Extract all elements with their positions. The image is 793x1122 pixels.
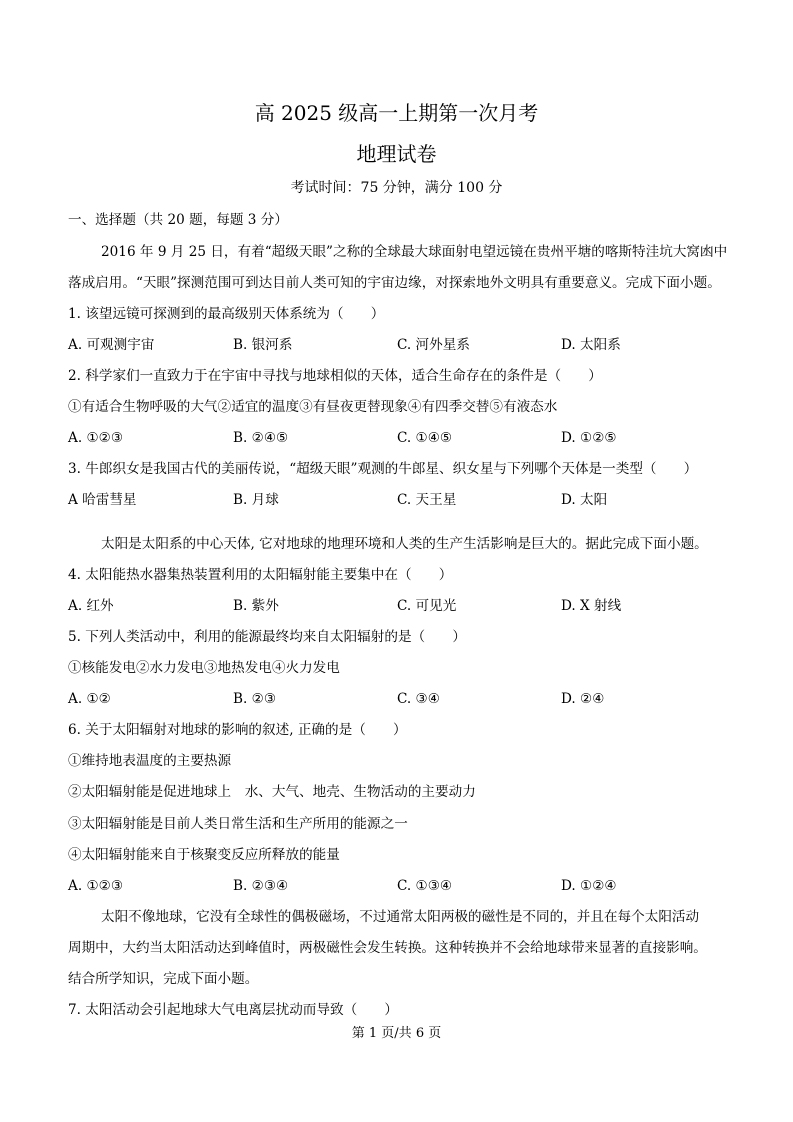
q2-options <box>68 429 728 447</box>
q1-option-c[interactable]: C. 河外星系 <box>397 337 470 353</box>
q6-option-b[interactable]: B. ②③④ <box>233 878 289 894</box>
q1-option-b[interactable]: B. 银河系 <box>233 337 293 353</box>
q5-stem: 5. 下列人类活动中，利用的能源最终均来自太阳辐射的是（ ） <box>68 629 466 645</box>
exam-title: 高 2025 级高一上期第一次月考 <box>254 101 539 125</box>
q2-stem: 2. 科学家们一直致力于在宇宙中寻找与地球相似的天体，适合生命存在的条件是（ ） <box>68 368 602 384</box>
q3-option-d[interactable]: D. 太阳 <box>561 492 608 508</box>
passage2: 太阳是太阳系的中心天体, 它对地球的地理环境和人类的生产生活影响是巨大的。据此完成下面小题。 <box>101 536 708 552</box>
q6-stem: 6. 关于太阳辐射对地球的影响的叙述, 正确的是（ ） <box>68 722 407 738</box>
q3-option-b[interactable]: B. 月球 <box>233 492 279 508</box>
page-footer: 第 1 页/共 6 页 <box>351 1026 442 1041</box>
q3-options <box>68 491 728 509</box>
q2-option-c[interactable]: C. ①④⑤ <box>397 430 453 446</box>
q4-option-b[interactable]: B. 紫外 <box>233 598 279 614</box>
passage3-line2: 周期中，大约当太阳活动达到峰值时，两极磁性会发生转换。这种转换并不会给地球带来显著的直接影响。 <box>68 940 707 956</box>
q4-option-d[interactable]: D. X 射线 <box>561 598 622 614</box>
q6-item-1: ①维持地表温度的主要热源 <box>68 753 232 769</box>
q6-item-3: ③太阳辐射能是目前人类日常生活和生产所用的能源之一 <box>68 816 408 832</box>
q1-option-a[interactable]: A. 可观测宇宙 <box>68 337 155 353</box>
q5-option-c[interactable]: C. ③④ <box>397 691 440 707</box>
q4-option-c[interactable]: C. 可见光 <box>397 598 457 614</box>
passage3-line3: 结合所学知识，完成下面小题。 <box>68 971 259 987</box>
passage3-line1: 太阳不像地球，它没有全球性的偶极磁场，不过通常太阳两极的磁性是不同的，并且在每个太阳活动 <box>101 909 700 925</box>
exam-info: 考试时间：75 分钟，满分 100 分 <box>290 180 503 196</box>
q6-option-a[interactable]: A. ①②③ <box>68 878 124 894</box>
q3-stem: 3. 牛郎织女是我国古代的美丽传说，“超级天眼”观测的牛郎星、织女星与下列哪个天体是一类型（ ） <box>68 461 698 477</box>
q6-options <box>68 877 728 895</box>
q5-options <box>68 690 728 708</box>
q6-item-2: ②太阳辐射能是促进地球上 水、大气、地壳、生物活动的主要动力 <box>68 784 476 800</box>
q2-option-a[interactable]: A. ①②③ <box>68 430 124 446</box>
q2-option-b[interactable]: B. ②④⑤ <box>233 430 289 446</box>
q4-stem: 4. 太阳能热水器集热装置利用的太阳辐射能主要集中在（ ） <box>68 567 453 583</box>
q7-stem: 7. 太阳活动会引起地球大气电离层扰动而导致（ ） <box>68 1002 398 1018</box>
q1-stem: 1. 该望远镜可探测到的最高级别天体系统为（ ） <box>68 306 385 322</box>
q3-option-c[interactable]: C. 天王星 <box>397 492 457 508</box>
q6-item-4: ④太阳辐射能来自于核聚变反应所释放的能量 <box>68 847 340 863</box>
q2-items: ①有适合生物呼吸的大气②适宜的温度③有昼夜更替现象④有四季交替⑤有液态水 <box>68 399 558 415</box>
q5-option-d[interactable]: D. ②④ <box>561 691 605 707</box>
q1-options <box>68 336 728 354</box>
q4-options <box>68 597 728 615</box>
q2-option-d[interactable]: D. ①②⑤ <box>561 430 617 446</box>
exam-subject: 地理试卷 <box>356 142 437 166</box>
section-heading: 一、选择题（共 20 题，每题 3 分） <box>68 212 288 228</box>
passage1-line1: 2016 年 9 月 25 日，有着“超级天眼”之称的全球最大球面射电望远镜在贵州平塘的喀斯特洼坑大窝凼中 <box>101 244 728 260</box>
q6-option-c[interactable]: C. ①③④ <box>397 878 453 894</box>
q3-option-a[interactable]: A 哈雷彗星 <box>68 492 137 508</box>
passage1-line2: 落成启用。“天眼”探测范围可到达目前人类可知的宇宙边缘，对探索地外文明具有重要意义。完成下面小题。 <box>68 275 721 291</box>
q1-option-d[interactable]: D. 太阳系 <box>561 337 621 353</box>
q5-items: ①核能发电②水力发电③地热发电④火力发电 <box>68 660 340 676</box>
q5-option-b[interactable]: B. ②③ <box>233 691 277 707</box>
q6-option-d[interactable]: D. ①②④ <box>561 878 617 894</box>
q5-option-a[interactable]: A. ①② <box>68 691 111 707</box>
q4-option-a[interactable]: A. 红外 <box>68 598 114 614</box>
